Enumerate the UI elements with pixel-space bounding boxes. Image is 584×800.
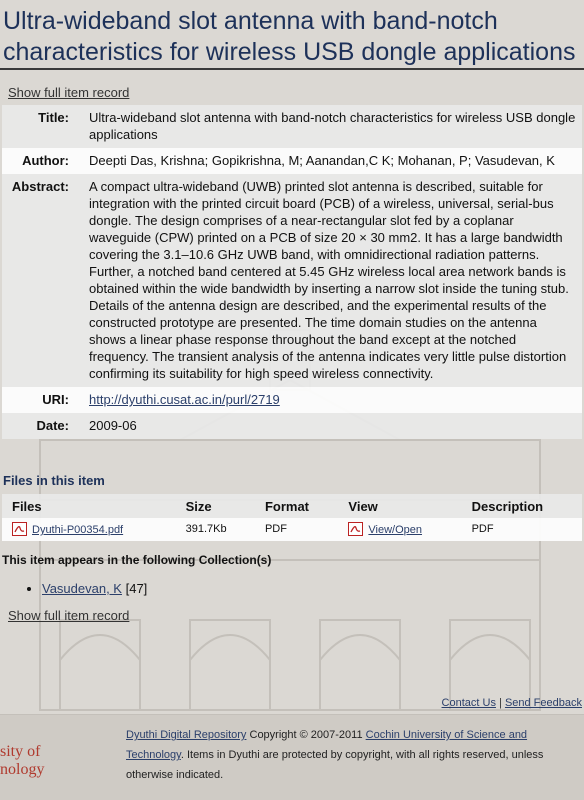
files-table [2,494,582,541]
show-full-record-link-bottom[interactable]: Show full item record [8,608,130,623]
send-feedback-link[interactable]: Send Feedback [504,697,582,709]
pdf-icon [12,522,27,536]
file-format: PDF [255,518,338,541]
col-files: Files [2,494,176,518]
col-size: Size [176,494,255,518]
collections-heading: This item appears in the following Collection(s) [2,553,272,567]
file-description: PDF [462,518,582,541]
table-row [2,387,582,413]
title-label: Title: [2,105,83,148]
table-row [2,105,582,148]
uri-link[interactable]: http://dyuthi.cusat.ac.in/purl/2719 [89,392,280,407]
university-link[interactable]: Cochin University of Science and Technology [126,729,528,761]
copyright-notice [126,725,566,785]
uri-label: URI: [2,387,83,413]
file-link[interactable]: Dyuthi-P00354.pdf [32,524,124,536]
university-logo [0,743,44,779]
metadata-table [2,105,582,439]
author-name: Aanandan,C K [305,153,391,168]
pdf-icon [348,522,363,536]
author-value: Deepti Das, Krishna; Gopikrishna, M; Aanandan,C K; Mohanan, P; Vasudevan, K [83,148,582,174]
contact-us-link[interactable]: Contact Us [441,697,496,709]
table-row [2,148,582,174]
author-label: Author: [2,148,83,174]
table-row [2,174,582,387]
footer-links [442,697,582,709]
copyright-text: Copyright © 2007-2011 [246,729,366,741]
author-name: Vasudevan, K [474,153,555,168]
footer-separator: | [499,697,502,709]
abstract-label: Abstract: [2,174,83,387]
abstract-value: A compact ultra-wideband (UWB) printed slot antenna is described, suitable for integration with the printed circuit board (PCB) of a wireless, universal, serial-bus dongle. The design comprises of a near-rectangular slot fed by a coplanar waveguide (CPW) printed on a PCB of size 20 × 30 mm2. It has a large bandwidth covering the 3.1–10.6 GHz UWB band, with omnidirectional radiation patterns. Further, a notched band centered at 5.45 GHz wireless local area network bands is obtained within the wide bandwidth by inserting a narrow slot inside the tuning stub. Details of the antenna design are described, and the experimental results of the constructed prototype are presented. The time domain studies on the antenna shows a linear phase response throughout the band except at the notched frequency. The transient analysis of the antenna indicates very little pulse distortion confirming its suitability for high speed wireless connectivity. [83,174,582,387]
author-name: Deepti Das, Krishna [89,153,205,168]
show-full-record-link-top[interactable]: Show full item record [8,85,130,100]
files-header-row [2,494,582,518]
collections-list [0,581,584,596]
col-format: Format [255,494,338,518]
col-description: Description [462,494,582,518]
logo-text-line2: nology [0,761,45,778]
author-name: Mohanan, P [397,153,468,168]
repository-link[interactable]: Dyuthi Digital Repository [126,729,247,741]
table-row [2,518,582,541]
collection-link[interactable]: Vasudevan, K [42,581,122,596]
collection-count: [47] [125,581,148,596]
logo-text-line1: sity of [0,743,41,760]
table-row [2,413,582,439]
rights-text: . Items in Dyuthi are protected by copyright, with all rights reserved, unless otherwise indicated. [126,749,544,781]
col-view: View [338,494,461,518]
file-size: 391.7Kb [176,518,255,541]
title-value: Ultra-wideband slot antenna with band-notch characteristics for wireless USB dongle applications [83,105,582,148]
page-title: Ultra-wideband slot antenna with band-notch characteristics for wireless USB dongle applications [0,0,584,70]
view-open-link[interactable]: View/Open [368,524,423,536]
date-value: 2009-06 [83,413,582,439]
date-label: Date: [2,413,83,439]
files-heading: Files in this item [3,473,105,488]
list-item [42,581,584,596]
author-name: Gopikrishna, M [211,153,300,168]
